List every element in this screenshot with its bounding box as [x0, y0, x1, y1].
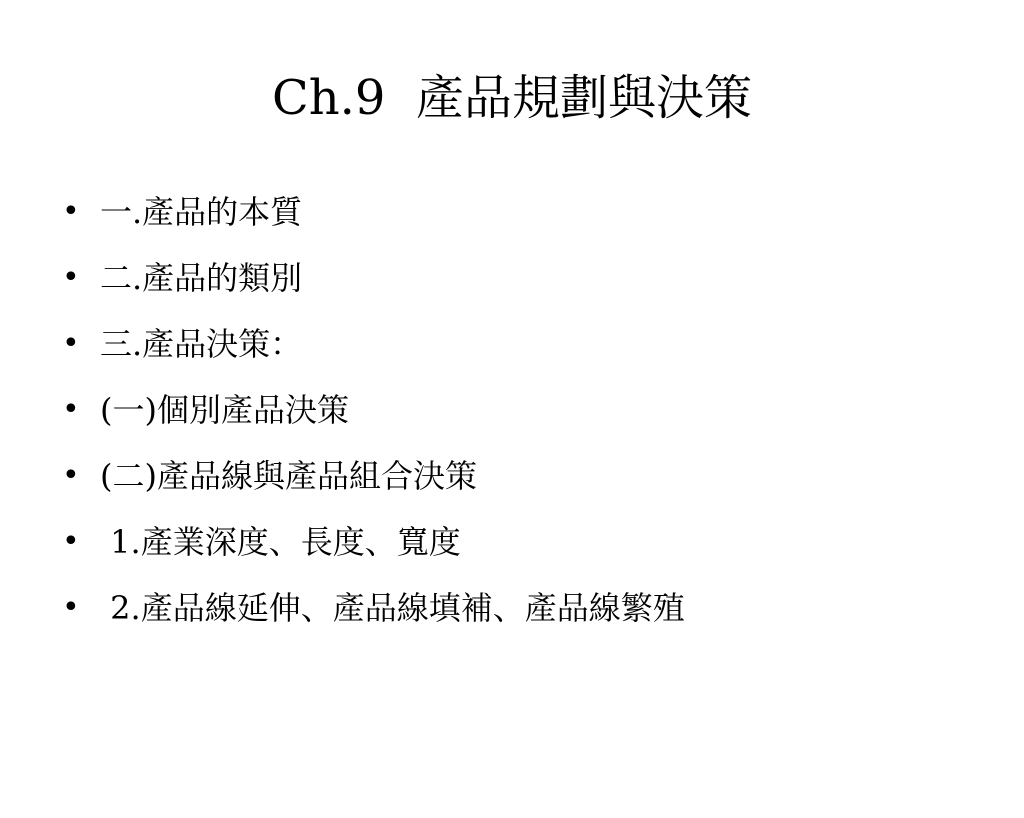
bullet-item: [62, 314, 1002, 380]
bullet-icon: •: [62, 590, 80, 625]
bullet-icon: •: [62, 392, 80, 427]
bullet-item: [62, 182, 1002, 248]
bullet-icon: •: [62, 458, 80, 493]
bullet-icon: •: [62, 260, 80, 295]
bullet-text: 三.產品決策：: [100, 325, 303, 363]
bullet-text: (一)個別產品決策: [100, 391, 349, 429]
bullet-item: [62, 380, 1002, 446]
bullet-icon: •: [62, 194, 80, 229]
bullet-text: 2.產品線延伸、產品線填補、產品線繁殖: [100, 589, 685, 627]
bullet-item: [62, 248, 1002, 314]
bullet-icon: •: [62, 524, 80, 559]
bullet-item: [62, 578, 1002, 644]
bullet-text: 1.產業深度、長度、寬度: [100, 523, 461, 561]
slide-title: Ch.9 產品規劃與決策: [272, 70, 752, 126]
bullet-list: [62, 182, 1002, 644]
bullet-item: [62, 446, 1002, 512]
bullet-item: [62, 512, 1002, 578]
bullet-icon: •: [62, 326, 80, 361]
bullet-text: 二.產品的類別: [100, 259, 303, 297]
bullet-text: (二)產品線與產品組合決策: [100, 457, 477, 495]
bullet-text: 一.產品的本質: [100, 193, 303, 231]
